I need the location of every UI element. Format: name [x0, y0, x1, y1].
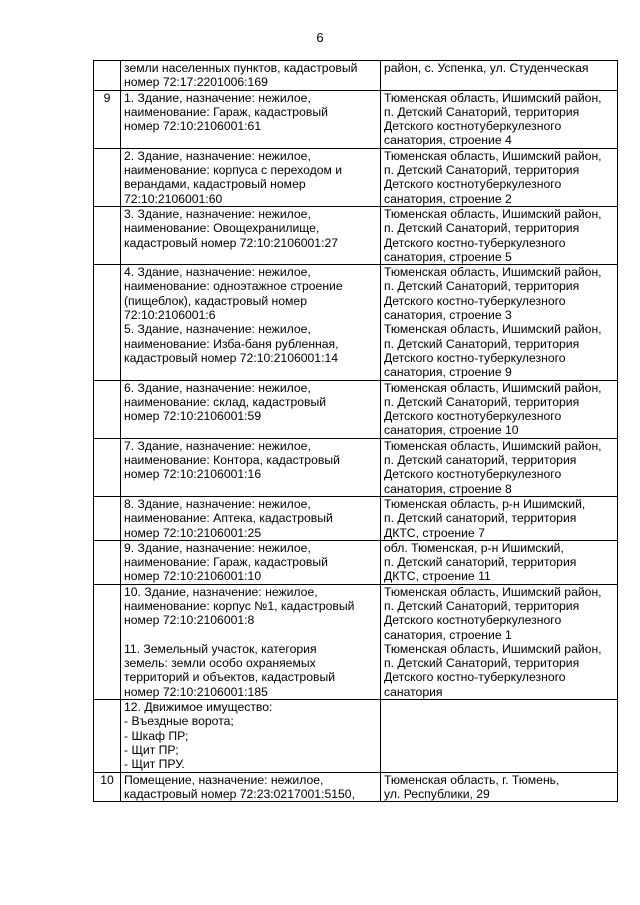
- address-line: Детского костно-туберкулезного: [384, 670, 566, 685]
- property-description-cell: [121, 148, 381, 206]
- row-number: [94, 148, 121, 206]
- description-line: наименование: склад, кадастровый: [124, 394, 327, 409]
- property-address-cell: [381, 496, 618, 540]
- property-address-cell: [381, 700, 618, 772]
- address-line: Тюменская область, Ишимский район,: [384, 641, 602, 656]
- row-number: [94, 700, 121, 772]
- property-description-cell: [121, 540, 381, 584]
- table-row: [94, 700, 618, 772]
- property-address-cell: [381, 380, 618, 438]
- description-line: Помещение, назначение: нежилое,: [124, 772, 324, 787]
- description-line: наименование: Контора, кадастровый: [124, 453, 340, 468]
- address-line: ДКТС, строение 11: [384, 569, 491, 584]
- description-line: номер 72:10:2106001:61: [124, 119, 262, 134]
- property-address-cell: [381, 90, 618, 148]
- row-number: [94, 206, 121, 264]
- property-address-cell: [381, 61, 618, 91]
- property-description-cell: [121, 496, 381, 540]
- row-number: [94, 265, 121, 380]
- description-line: 12. Движимое имущество:: [124, 700, 273, 715]
- description-line: 4. Здание, назначение: нежилое,: [124, 265, 311, 280]
- description-line: земель: земли особо охраняемых: [124, 656, 316, 671]
- address-line: п. Детский санаторий, территория: [384, 511, 577, 526]
- address-line: Тюменская область, Ишимский район,: [384, 206, 602, 221]
- row-number: 10: [94, 772, 121, 802]
- property-description-cell: [121, 700, 381, 772]
- property-address-cell: [381, 148, 618, 206]
- address-line: санатория, строение 3: [384, 308, 512, 323]
- description-line: 72:10:2106001:6: [124, 308, 216, 323]
- property-description-cell: [121, 380, 381, 438]
- address-line: район, с. Успенка, ул. Студенческая: [384, 61, 589, 75]
- row-number: 9: [94, 90, 121, 148]
- property-description-cell: [121, 584, 381, 699]
- row-number: [94, 540, 121, 584]
- property-description-cell: [121, 772, 381, 802]
- row-number: [94, 61, 121, 91]
- description-line: номер 72:10:2106001:185: [124, 684, 268, 699]
- table-row: [94, 265, 618, 380]
- description-line: 5. Здание, назначение: нежилое,: [124, 322, 311, 337]
- address-line: п. Детский санаторий, территория: [384, 453, 577, 468]
- address-line: санатория, строение 2: [384, 191, 512, 206]
- property-description-cell: [121, 90, 381, 148]
- address-line: санатория, строение 9: [384, 365, 512, 380]
- description-line: наименование: Изба-баня рубленная,: [124, 336, 339, 351]
- address-line: Тюменская область, Ишимский район,: [384, 584, 602, 599]
- property-address-cell: [381, 540, 618, 584]
- description-line: 11. Земельный участок, категория: [124, 641, 317, 656]
- address-line: п. Детский Санаторий, территория: [384, 656, 580, 671]
- table-row: [94, 540, 618, 584]
- table-row: [94, 438, 618, 496]
- address-line: Детского костнотуберкулезного: [384, 467, 562, 482]
- address-line: санатория, строение 10: [384, 423, 519, 438]
- table-row: [94, 148, 618, 206]
- description-line: (пищеблок), кадастровый номер: [124, 293, 307, 308]
- description-line: кадастровый номер 72:10:2106001:14: [124, 350, 339, 365]
- description-line: наименование: корпус №1, кадастровый: [124, 598, 355, 613]
- address-line: п. Детский Санаторий, территория: [384, 598, 580, 613]
- table-row: [94, 496, 618, 540]
- address-line: обл. Тюменская, р-н Ишимский,: [384, 540, 564, 555]
- description-line: территорий и объектов, кадастровый: [124, 670, 336, 685]
- address-line: Тюменская область, Ишимский район,: [384, 148, 602, 163]
- blank-line: [124, 628, 377, 642]
- row-number: [94, 584, 121, 699]
- description-line: 7. Здание, назначение: нежилое,: [124, 438, 311, 453]
- address-line: п. Детский санаторий, территория: [384, 555, 577, 570]
- description-line: номер 72:10:2106001:16: [124, 467, 262, 482]
- row-number: [94, 496, 121, 540]
- description-line: наименование: Аптека, кадастровый: [124, 511, 333, 526]
- description-line: 9. Здание, назначение: нежилое,: [124, 540, 311, 555]
- description-line: - Въездные ворота;: [124, 714, 234, 729]
- description-line: наименование: одноэтажное строение: [124, 279, 343, 294]
- address-line: Детского костнотуберкулезного: [384, 119, 562, 134]
- address-line: п. Детский Санаторий, территория: [384, 394, 580, 409]
- property-table: [93, 60, 618, 802]
- table-row: [94, 380, 618, 438]
- address-line: п. Детский Санаторий, территория: [384, 221, 580, 236]
- description-line: номер 72:10:2106001:8: [124, 613, 255, 628]
- address-line: п. Детский Санаторий, территория: [384, 163, 580, 178]
- description-line: - Щит ПРУ.: [124, 757, 185, 772]
- description-line: верандами, кадастровый номер: [124, 177, 306, 192]
- page-number: 6: [316, 30, 324, 45]
- row-number: [94, 380, 121, 438]
- address-line: санатория, строение 5: [384, 249, 512, 264]
- address-line: Детского костнотуберкулезного: [384, 409, 562, 424]
- description-line: кадастровый номер 72:23:0217001:5150,: [124, 786, 355, 801]
- address-line: п. Детский Санаторий, территория: [384, 336, 580, 351]
- property-address-cell: [381, 438, 618, 496]
- address-line: Детского костно-туберкулезного: [384, 350, 566, 365]
- description-line: земли населенных пунктов, кадастровый: [124, 61, 358, 75]
- address-line: санатория: [384, 684, 443, 699]
- property-description-cell: [121, 265, 381, 380]
- address-line: Детского костно-туберкулезного: [384, 293, 566, 308]
- description-line: кадастровый номер 72:10:2106001:27: [124, 235, 339, 250]
- address-line: Тюменская область, р-н Ишимский,: [384, 496, 586, 511]
- description-line: 1. Здание, назначение: нежилое,: [124, 90, 311, 105]
- property-address-cell: [381, 265, 618, 380]
- description-line: наименование: Овощехранилище,: [124, 221, 320, 236]
- table-row: [94, 90, 618, 148]
- address-line: санатория, строение 8: [384, 481, 512, 496]
- property-address-cell: [381, 584, 618, 699]
- table-row: [94, 206, 618, 264]
- property-description-cell: [121, 61, 381, 91]
- description-line: наименование: корпуса с переходом и: [124, 163, 343, 178]
- description-line: 72:10:2106001:60: [124, 191, 223, 206]
- row-number: [94, 438, 121, 496]
- address-line: Тюменская область, Ишимский район,: [384, 438, 602, 453]
- address-line: санатория, строение 1: [384, 627, 512, 642]
- description-line: 10. Здание, назначение: нежилое,: [124, 584, 318, 599]
- address-line: Тюменская область, г. Тюмень,: [384, 772, 560, 787]
- address-line: санатория, строение 4: [384, 133, 512, 148]
- description-line: 3. Здание, назначение: нежилое,: [124, 206, 311, 221]
- description-line: - Шкаф ПР;: [124, 728, 189, 743]
- address-line: ул. Республики, 29: [384, 786, 490, 801]
- address-line: Детского костно-туберкулезного: [384, 235, 566, 250]
- property-description-cell: [121, 438, 381, 496]
- description-line: наименование: Гараж, кадастровый: [124, 555, 328, 570]
- address-line: Детского костнотуберкулезного: [384, 177, 562, 192]
- description-line: - Щит ПР;: [124, 742, 179, 757]
- description-line: наименование: Гараж, кадастровый: [124, 104, 328, 119]
- description-line: номер 72:10:2106001:25: [124, 525, 262, 540]
- address-line: Тюменская область, Ишимский район,: [384, 265, 602, 280]
- table-row: [94, 584, 618, 699]
- address-line: Тюменская область, Ишимский район,: [384, 322, 602, 337]
- description-line: номер 72:17:2201006:169: [124, 75, 268, 90]
- property-address-cell: [381, 206, 618, 264]
- table-row: [94, 772, 618, 802]
- address-line: Детского костнотуберкулезного: [384, 613, 562, 628]
- description-line: 2. Здание, назначение: нежилое,: [124, 148, 311, 163]
- description-line: номер 72:10:2106001:59: [124, 409, 262, 424]
- address-line: п. Детский Санаторий, территория: [384, 104, 580, 119]
- property-description-cell: [121, 206, 381, 264]
- description-line: номер 72:10:2106001:10: [124, 569, 262, 584]
- address-line: Тюменская область, Ишимский район,: [384, 380, 602, 395]
- table-row: [94, 61, 618, 91]
- description-line: 6. Здание, назначение: нежилое,: [124, 380, 311, 395]
- address-line: п. Детский Санаторий, территория: [384, 279, 580, 294]
- address-line: Тюменская область, Ишимский район,: [384, 90, 602, 105]
- property-address-cell: [381, 772, 618, 802]
- address-line: ДКТС, строение 7: [384, 525, 485, 540]
- description-line: 8. Здание, назначение: нежилое,: [124, 496, 311, 511]
